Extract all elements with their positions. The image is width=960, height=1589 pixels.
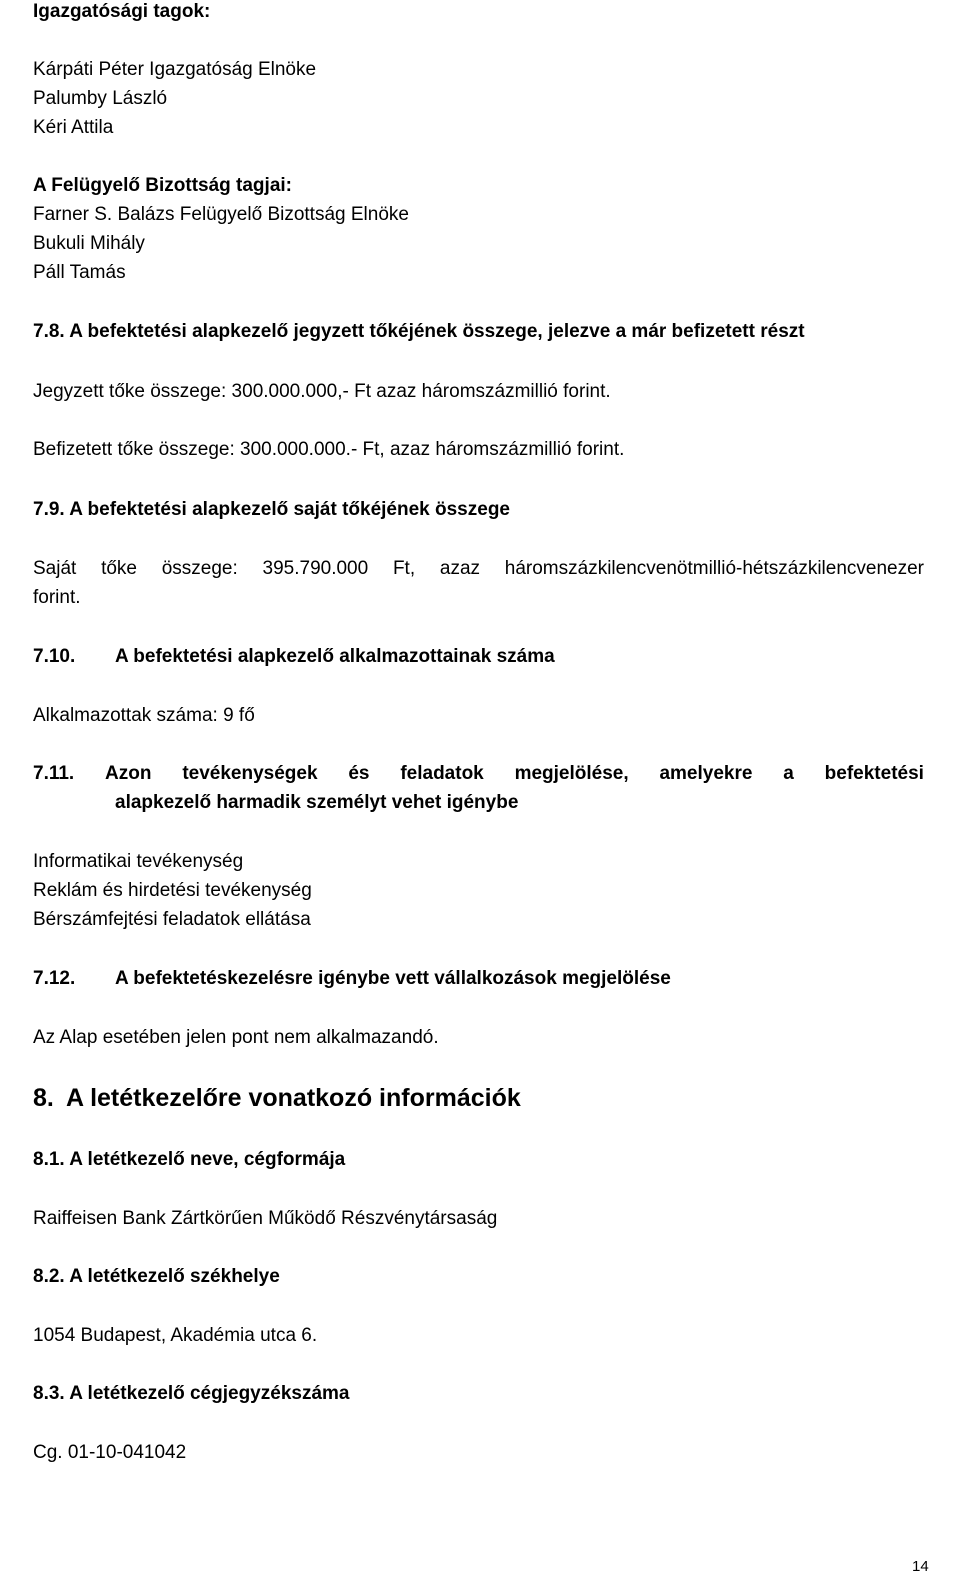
section-7-11-word: 7.11. — [33, 763, 75, 784]
board-member: Palumby László — [33, 88, 168, 109]
board-member: Kárpáti Péter Igazgatóság Elnöke — [33, 59, 317, 80]
section-7-11-word: feladatok — [400, 763, 484, 784]
custodian-name: Raiffeisen Bank Zártkörűen Működő Részvénytársaság — [33, 1208, 498, 1229]
own-capital-word: tőke — [101, 558, 137, 579]
section-7-12-title: A befektetéskezelésre igénybe vett vállalkozások megjelölése — [115, 968, 671, 989]
own-capital-word: Ft, — [392, 558, 416, 579]
section-7-11-word: amelyekre — [659, 763, 753, 784]
third-party-activity: Informatikai tevékenység — [33, 851, 244, 872]
custodian-address: 1054 Budapest, Akadémia utca 6. — [33, 1325, 318, 1346]
employee-count: Alkalmazottak száma: 9 fő — [33, 705, 255, 726]
own-capital-word: háromszázkilencvenötmillió-hétszázkilencvenezer — [504, 558, 924, 579]
supervisory-heading: A Felügyelő Bizottság tagjai: — [33, 175, 292, 196]
section-7-10-title: A befektetési alapkezelő alkalmazottainak száma — [115, 646, 555, 667]
paid-capital: Befizetett tőke összege: 300.000.000.- Ft, azaz háromszázmillió forint. — [33, 439, 625, 460]
section-7-11-word: és — [348, 763, 370, 784]
section-7-11-word: a — [783, 763, 794, 784]
section-8-title: A letétkezelőre vonatkozó információk — [66, 1084, 521, 1112]
section-7-8-title: 7.8. A befektetési alapkezelő jegyzett tőkéjének összege, jelezve a már befizetett részt — [33, 321, 805, 342]
section-8-heading — [0, 1083, 960, 1113]
page-number: 14 — [912, 1558, 929, 1575]
supervisory-member: Páll Tamás — [33, 262, 126, 283]
board-member: Kéri Attila — [33, 117, 114, 138]
section-7-11-word: tevékenységek — [182, 763, 318, 784]
section-8-3-title: 8.3. A letétkezelő cégjegyzékszáma — [33, 1383, 350, 1404]
section-7-11-word: Azon — [105, 763, 152, 784]
section-7-11-title-line — [33, 762, 924, 786]
supervisory-member: Farner S. Balázs Felügyelő Bizottság Elnöke — [33, 204, 409, 225]
custodian-registration: Cg. 01-10-041042 — [33, 1442, 187, 1463]
own-capital-end: forint. — [33, 587, 81, 608]
section-8-number: 8. — [33, 1084, 54, 1112]
third-party-activity: Reklám és hirdetési tevékenység — [33, 880, 312, 901]
own-capital-word: azaz — [439, 558, 481, 579]
section-7-11-title-end: alapkezelő harmadik személyt vehet igénybe — [115, 792, 519, 813]
third-party-activity: Bérszámfejtési feladatok ellátása — [33, 909, 311, 930]
own-capital-word: összege: — [161, 558, 238, 579]
section-7-9-title: 7.9. A befektetési alapkezelő saját tőkéjének összege — [33, 499, 510, 520]
section-8-2-title: 8.2. A letétkezelő székhelye — [33, 1266, 280, 1287]
section-7-10-number: 7.10. — [33, 646, 76, 667]
own-capital-word: 395.790.000 — [262, 558, 369, 579]
own-capital-line — [33, 557, 924, 581]
board-heading: Igazgatósági tagok: — [33, 1, 211, 22]
own-capital-word: Saját — [33, 558, 77, 579]
section-8-1-title: 8.1. A letétkezelő neve, cégformája — [33, 1149, 346, 1170]
supervisory-member: Bukuli Mihály — [33, 233, 145, 254]
section-7-11-word: megjelölése, — [514, 763, 629, 784]
section-7-11-word: befektetési — [824, 763, 924, 784]
section-7-12-number: 7.12. — [33, 968, 76, 989]
section-7-12-text: Az Alap esetében jelen pont nem alkalmazandó. — [33, 1027, 439, 1048]
subscribed-capital: Jegyzett tőke összege: 300.000.000,- Ft azaz háromszázmillió forint. — [33, 381, 611, 402]
